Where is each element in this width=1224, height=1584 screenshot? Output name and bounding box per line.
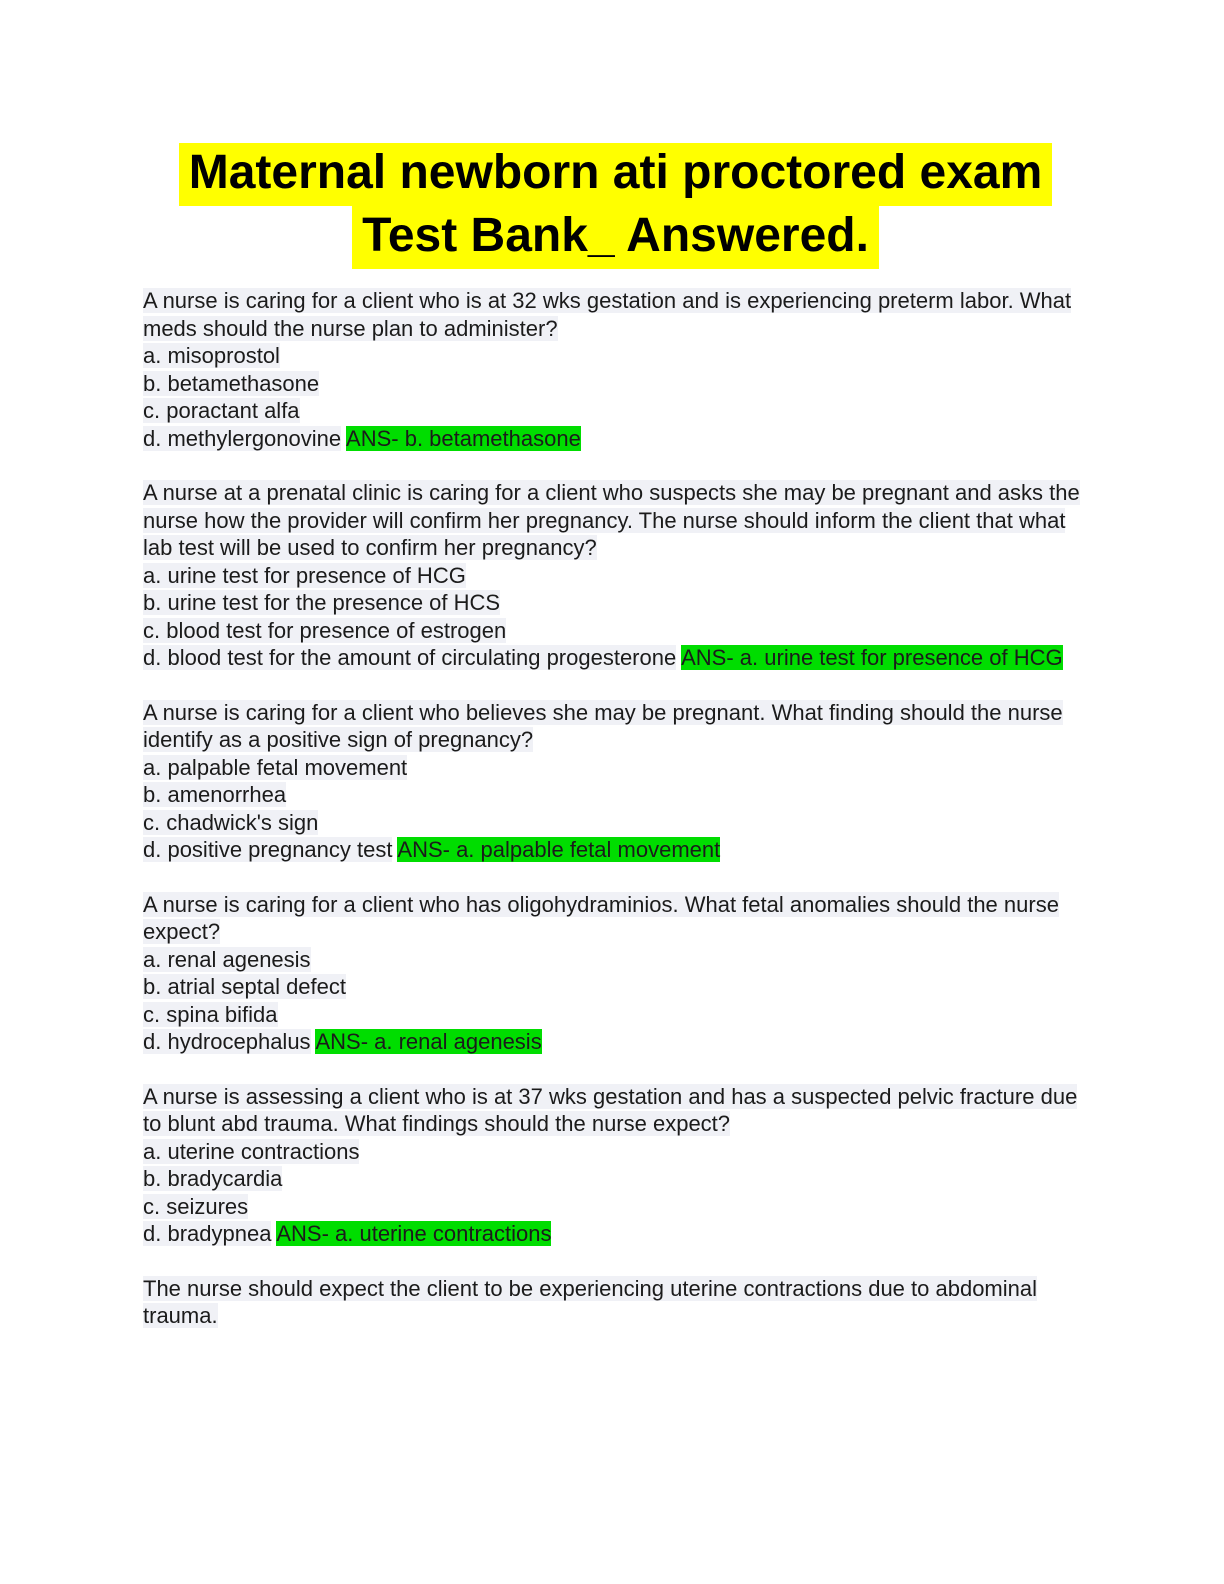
page-title: [143, 143, 1088, 269]
answer-highlight: ANS- a. uterine contractions: [276, 1221, 552, 1246]
title-line-2: [143, 206, 1088, 269]
option-d: d. methylergonovine: [143, 425, 342, 451]
option-c: c. spina bifida: [143, 1001, 278, 1027]
question-text: A nurse is caring for a client who has oligohydraminios. What fetal anomalies should the nurse expect?: [143, 891, 1059, 944]
option-c: c. seizures: [143, 1193, 249, 1219]
document-content: [143, 143, 1088, 1330]
option-d: d. hydrocephalus: [143, 1029, 311, 1054]
question-text: A nurse is caring for a client who is at 32 wks gestation and is experiencing preterm labor. What meds should the nurse plan to administer?: [143, 288, 1072, 341]
question-text: A nurse is caring for a client who believes she may be pregnant. What finding should the nurse identify as a positive sign of pregnancy?: [143, 699, 1063, 752]
question-block-1: [143, 287, 1088, 452]
note-paragraph: [143, 1275, 1088, 1330]
answer-highlight: ANS- a. palpable fetal movement: [397, 837, 721, 862]
question-text: A nurse at a prenatal clinic is caring for a client who suspects she may be pregnant and asks the nurse how the provider will confirm her pregnancy. The nurse should inform the client that what lab test will be used to confirm her pregnancy?: [143, 480, 1080, 560]
answer-highlight: ANS- a. renal agenesis: [315, 1029, 542, 1054]
question-block-2: [143, 479, 1088, 672]
option-b: b. atrial septal defect: [143, 974, 347, 999]
option-c: c. blood test for presence of estrogen: [143, 617, 507, 643]
option-a: a. palpable fetal movement: [143, 754, 408, 780]
option-a: a. uterine contractions: [143, 1138, 360, 1164]
answer-highlight: ANS- a. urine test for presence of HCG: [681, 645, 1063, 670]
option-b: b. betamethasone: [143, 370, 320, 396]
option-d: d. bradypnea: [143, 1221, 272, 1246]
option-b: b. amenorrhea: [143, 782, 287, 807]
option-a: a. urine test for presence of HCG: [143, 562, 466, 588]
title-line-2-highlight: Test Bank_ Answered.: [352, 206, 879, 269]
option-a: a. renal agenesis: [143, 946, 311, 972]
option-c: c. poractant alfa: [143, 398, 300, 423]
note-text: The nurse should expect the client to be experiencing uterine contractions due to abdominal trauma.: [143, 1275, 1038, 1328]
question-block-3: [143, 699, 1088, 864]
option-b: b. urine test for the presence of HCS: [143, 590, 501, 615]
option-d: d. positive pregnancy test: [143, 837, 393, 862]
option-c: c. chadwick's sign: [143, 809, 319, 835]
title-line-1: [143, 143, 1088, 206]
title-line-1-highlight: Maternal newborn ati proctored exam: [179, 143, 1053, 206]
option-d: d. blood test for the amount of circulating progesterone: [143, 645, 677, 670]
answer-highlight: ANS- b. betamethasone: [346, 425, 581, 451]
question-block-5: [143, 1083, 1088, 1248]
question-text: A nurse is assessing a client who is at 37 wks gestation and has a suspected pelvic fracture due to blunt abd trauma. What findings should the nurse expect?: [143, 1083, 1078, 1136]
question-block-4: [143, 891, 1088, 1056]
questions-container: [143, 287, 1088, 1248]
option-b: b. bradycardia: [143, 1166, 283, 1191]
option-a: a. misoprostol: [143, 343, 280, 368]
